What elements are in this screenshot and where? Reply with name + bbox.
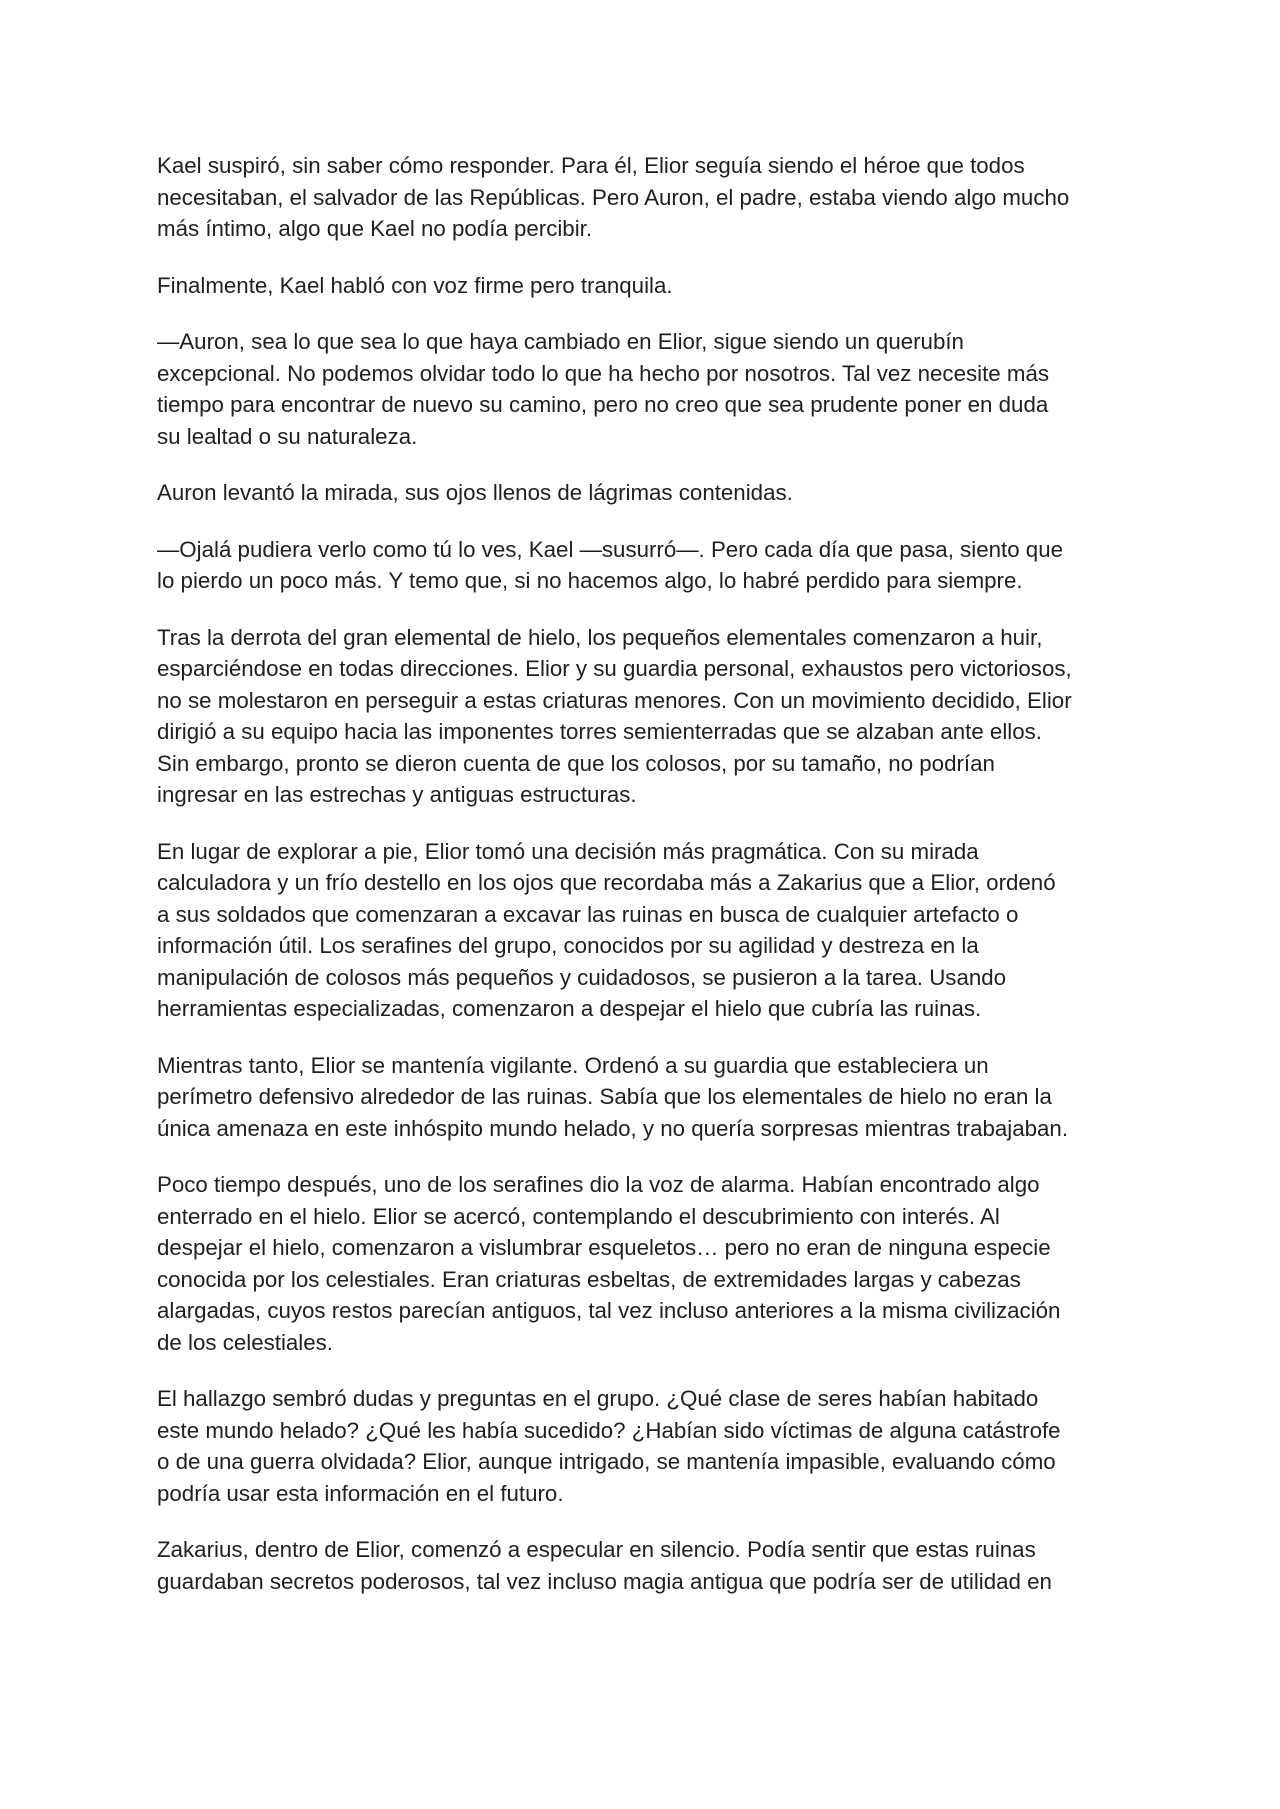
text-line: este mundo helado? ¿Qué les había sucedido? ¿Habían sido víctimas de alguna catástrofe bbox=[157, 1417, 1061, 1443]
text-line: En lugar de explorar a pie, Elior tomó una decisión más pragmática. Con su mirada bbox=[157, 838, 979, 864]
text-line: Zakarius, dentro de Elior, comenzó a especular en silencio. Podía sentir que estas ruinas bbox=[157, 1537, 1036, 1562]
text-line: esparciéndose en todas direcciones. Elior y su guardia personal, exhaustos pero victoriosos, bbox=[157, 656, 1072, 681]
text-line: a sus soldados que comenzaran a excavar las ruinas en busca de cualquier artefacto o bbox=[157, 901, 1019, 927]
text-line: conocida por los celestiales. Eran criaturas esbeltas, de extremidades largas y cabezas bbox=[157, 1266, 1021, 1292]
paragraph bbox=[157, 534, 1147, 597]
paragraph bbox=[157, 150, 1147, 245]
text-line: Mientras tanto, Elior se mantenía vigilante. Ordenó a su guardia que estableciera un bbox=[157, 1052, 989, 1078]
paragraph bbox=[157, 836, 1147, 1025]
text-line: no se molestaron en perseguir a estas criaturas menores. Con un movimiento decidido, Elior bbox=[157, 687, 1072, 713]
paragraph bbox=[157, 270, 1147, 302]
text-line: —Auron, sea lo que sea lo que haya cambiado en Elior, sigue siendo un querubín bbox=[157, 329, 964, 354]
paragraph bbox=[157, 1169, 1147, 1358]
text-line: Auron levantó la mirada, sus ojos llenos de lágrimas contenidas. bbox=[157, 480, 793, 505]
paragraph bbox=[157, 1534, 1147, 1597]
text-line: Sin embargo, pronto se dieron cuenta de que los colosos, por su tamaño, no podrían bbox=[157, 750, 995, 776]
text-line: dirigió a su equipo hacia las imponentes torres semienterradas que se alzaban ante ellos. bbox=[157, 719, 1042, 744]
document-page bbox=[157, 150, 1147, 1622]
text-line: calculadora y un frío destello en los ojos que recordaba más a Zakarius que a Elior, ordenó bbox=[157, 870, 1056, 895]
text-line: información útil. Los serafines del grupo, conocidos por su agilidad y destreza en la bbox=[157, 933, 979, 958]
text-line: de los celestiales. bbox=[157, 1329, 333, 1355]
text-line: excepcional. No podemos olvidar todo lo que ha hecho por nosotros. Tal vez necesite más bbox=[157, 360, 1049, 386]
text-line: perímetro defensivo alrededor de las ruinas. Sabía que los elementales de hielo no eran la bbox=[157, 1084, 1052, 1109]
text-line: lo pierdo un poco más. Y temo que, si no hacemos algo, lo habré perdido para siempre. bbox=[157, 568, 1023, 593]
text-line: podría usar esta información en el futuro. bbox=[157, 1480, 564, 1506]
paragraph bbox=[157, 1383, 1147, 1509]
text-line: su lealtad o su naturaleza. bbox=[157, 423, 418, 449]
text-line: alargadas, cuyos restos parecían antiguos, tal vez incluso anteriores a la misma civilización bbox=[157, 1298, 1061, 1323]
text-line: —Ojalá pudiera verlo como tú lo ves, Kael —susurró—. Pero cada día que pasa, siento que bbox=[157, 536, 1063, 562]
text-line: herramientas especializadas, comenzaron a despejar el hielo que cubría las ruinas. bbox=[157, 996, 982, 1021]
paragraph bbox=[157, 326, 1147, 452]
text-line: guardaban secretos poderosos, tal vez incluso magia antigua que podría ser de utilidad en bbox=[157, 1568, 1052, 1594]
text-line: ingresar en las estrechas y antiguas estructuras. bbox=[157, 782, 637, 807]
text-line: o de una guerra olvidada? Elior, aunque intrigado, se mantenía impasible, evaluando cómo bbox=[157, 1449, 1056, 1474]
text-line: más íntimo, algo que Kael no podía percibir. bbox=[157, 216, 593, 241]
text-line: manipulación de colosos más pequeños y cuidadosos, se pusieron a la tarea. Usando bbox=[157, 964, 1007, 990]
text-line: Tras la derrota del gran elemental de hielo, los pequeños elementales comenzaron a huir, bbox=[157, 624, 1043, 650]
text-line: Kael suspiró, sin saber cómo responder. Para él, Elior seguía siendo el héroe que todos bbox=[157, 153, 1025, 178]
text-line: necesitaban, el salvador de las Repúblicas. Pero Auron, el padre, estaba viendo algo mucho bbox=[157, 184, 1070, 210]
text-line: enterrado en el hielo. Elior se acercó, contemplando el descubrimiento con interés. Al bbox=[157, 1203, 1000, 1229]
text-line: tiempo para encontrar de nuevo su camino, pero no creo que sea prudente poner en duda bbox=[157, 392, 1049, 417]
paragraph bbox=[157, 477, 1147, 509]
paragraph bbox=[157, 1050, 1147, 1145]
text-line: Poco tiempo después, uno de los serafines dio la voz de alarma. Habían encontrado algo bbox=[157, 1172, 1040, 1197]
text-line: despejar el hielo, comenzaron a vislumbrar esqueletos… pero no eran de ninguna especie bbox=[157, 1235, 1051, 1260]
text-line: Finalmente, Kael habló con voz firme pero tranquila. bbox=[157, 272, 673, 298]
text-line: única amenaza en este inhóspito mundo helado, y no quería sorpresas mientras trabajaban. bbox=[157, 1115, 1069, 1141]
text-line: El hallazgo sembró dudas y preguntas en el grupo. ¿Qué clase de seres habían habitado bbox=[157, 1386, 1039, 1411]
paragraph bbox=[157, 622, 1147, 811]
